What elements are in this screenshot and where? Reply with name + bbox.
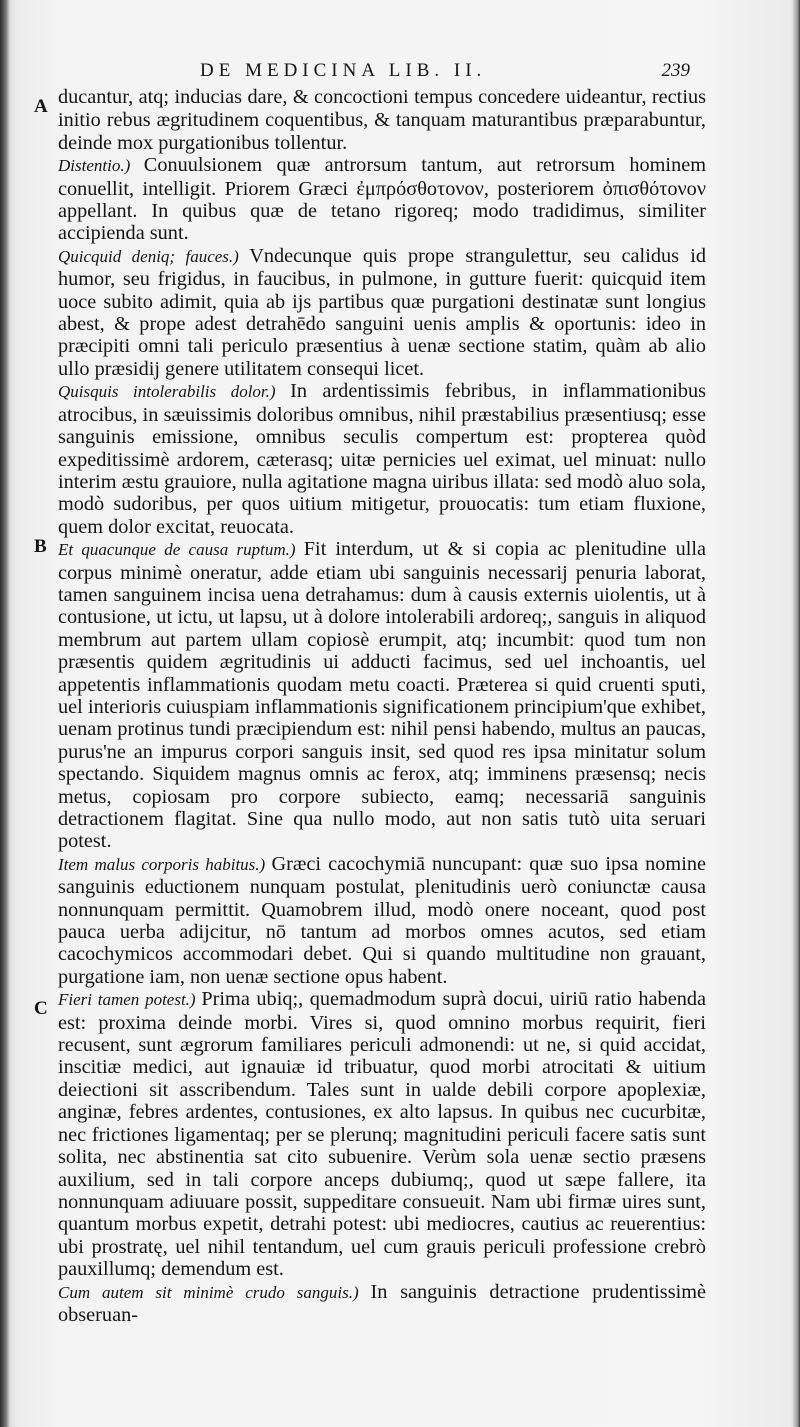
paragraph-text: In ardentissimis febribus, in inflammationibus atrocibus, in sæuissimis doloribus omnibus, nihil præstabilius præsentiusq; esse sanguinis emissione, omnibus seculis compertum est: propterea quòd expeditissimè ardorem, cæterasq; uitæ pernicies uel eximat, uel minuat: nullo interim æstu grauiore, nulla agitatione magna uiribus illata: sed modò aluo sola, modò sudoribus, per quos uitium mitigetur, prouocatis: tum etiam fluxione, quem dolor excitat, reuocata. (58, 380, 706, 538)
running-title: DE MEDICINA LIB. II. (200, 60, 487, 81)
page-right-edge (792, 0, 800, 1427)
paragraph (58, 988, 706, 1280)
lemma: Et quacunque de causa ruptum.) (58, 540, 304, 560)
paragraph-text: Græci cacochymiā nuncupant: quæ suo ipsa nomine sanguinis eductionem nunquam postulat, plenitudinis uerò coniunctæ causa nonnunquam permittit. Quamobrem illud, modò onere nocеant, quod post pauca uerba adijcitur, nō tantum ad morbos omnes acutos, sed etiam cacochymicos accommodari debet. Qui si quando multitudine non grauant, purgatione iam, non uenæ sectione opus habent. (58, 852, 706, 988)
paragraph (58, 86, 706, 154)
lemma: Fieri tamen potest.) (58, 990, 202, 1010)
lemma: Item malus corporis habitus.) (58, 854, 272, 874)
lemma: Distentio.) (58, 156, 144, 176)
paragraph (58, 538, 706, 853)
lemma: Cum autem sit minimè crudo sanguis.) (58, 1282, 371, 1302)
margin-letter-b: B (34, 536, 47, 557)
paragraph (58, 853, 706, 988)
paragraph-text: Prima ubiq;, quemadmodum suprà docui, uiriū ratio habenda est: proxima deinde morbi. Vires si, quod omnino morbus requirit, fieri recusent, sunt ægrorum familiares periculi admonendi: ut ne, si quid accidat, inscitiæ medici, aut ignauiæ id tribuatur, quod morbi atrocitati & uitium deiectioni sit asscribendum. Tales sunt in ualde debili corpore apoplexiæ, anginæ, febres ardentes, contusiones, ex alto lapsus. In quibus nec cucurbitæ, nec frictiones ligamentaq; per se plerunq; magnitudini periculi facere satis sunt solita, nec abstinentia sat cito subuenire. Verùm sola uenæ sectio præsens auxilium, sed in tali corpore anceps dubiumq;, quod ut sæpe fallere, ita nonnunquam adiuuare possit, suppeditare consueuit. Nam ubi firmæ uires sunt, quantum morbus expetit, detrahi potest: ubi mediocres, cautius ac reuerentius: ubi prostratę, uel nihil tentandum, uel cum grauis periculi professione crebrò pauxillumq; demendum est. (58, 988, 706, 1281)
paragraph-text: Conuulsionem quæ antrorsum tantum, aut retrorsum hominem conuellit, intelligit. Priorem Græci ἐμπρόσθοτονον, posteriorem ὀπισθότονον appellant. In quibus quæ de tetano rigoreq; modo tradidimus, similiter accipienda sunt. (58, 154, 706, 245)
paragraph (58, 380, 706, 538)
paragraph (58, 1281, 706, 1327)
lemma: Quicquid deniq; fauces.) (58, 246, 250, 266)
margin-letter-a: A (34, 96, 48, 117)
paragraph-text: Fit interdum, ut & si copia ac plenitudine ulla corpus minimè oneratur, adde etiam ubi sanguinis necessarij penuria laborat, tamen sanguinem incisa uena detrahamus: dum à causis externis uiolentis, ut à contusione, ut ictu, ut lapsu, ut à dolore intolerabili ardoreq;, sanguis in aliquod membrum aut partem ullam copiosè erumpit, atq; incumbit: quod tum non præsentis quidem ægritudinis ui adducti facimus, sed uel inchoantis, uel appetentis inflammationis quodam metu coacti. Præterea si quid cruenti sputi, uel interioris cuiuspiam inflammationis significationem principium'que exhibet, uenam protinus tundi præcipiendum est: nihil pensi habendo, multus an paucas, purus'ne an impurus corpori sanguis insit, sed quod res ipsa minitatur solum spectando. Siquidem magnus omnis ac ferox, atq; imminens præsensq; necis metus, copiosam pro corpore subiecto, eamq; necessariā sanguinis detractionem flagitat. Sine qua nullo modo, aut non satis tutò uita seruari potest. (58, 538, 706, 853)
paragraph (58, 154, 706, 245)
margin-letter-c: C (34, 998, 48, 1019)
paragraph (58, 245, 706, 380)
page-left-edge (0, 0, 10, 1427)
page-number: 239 (661, 60, 690, 81)
commentary-text (58, 86, 706, 1326)
paragraph-text: ducantur, atq; inducias dare, & concoctioni tempus concedere uideantur, rectius initio rebus ægritudinem coquentibus, & tanquam maturantibus præparabuntur, deinde mox purgationibus tollentur. (58, 86, 706, 154)
running-header (200, 60, 690, 88)
paragraph-text: In sanguinis detractione prudentissimè obseruan- (58, 1280, 706, 1326)
paragraph-text: Vndecunque quis prope strangulettur, seu calidus id humor, seu frigidus, in faucibus, in pulmone, in gutture fuerit: quicquid item uoce subito adimit, quia ab ijs partibus quæ purgationi destinatæ sunt longius abest, & prope adest detrahēdo sanguini uenis amplis & oportunis: ideo in præcipiti omni tali periculo præsentius à uenæ sectione statim, quàm ab alio ullo præsidij genere utilitatem consequi licet. (58, 244, 706, 380)
lemma: Quisquis intolerabilis dolor.) (58, 382, 291, 402)
